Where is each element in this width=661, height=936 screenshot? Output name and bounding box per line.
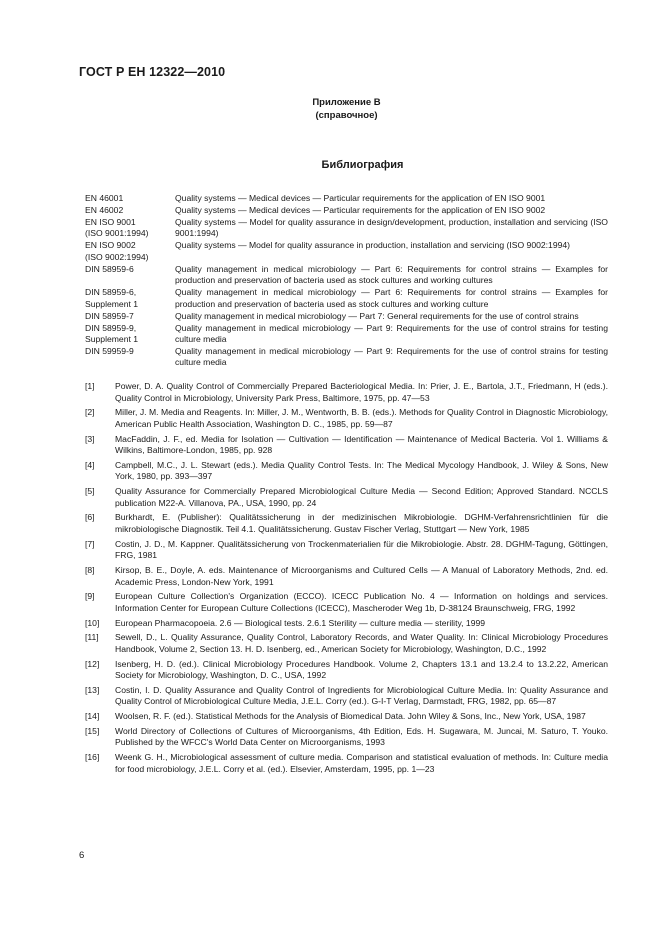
reference-text: Kirsop, B. E., Doyle, A. eds. Maintenance of Microorganisms and Cultured Cells — A Manual of Laboratory Methods, 2nd. ed. Academic Press, London-New York, 1991	[115, 564, 608, 587]
reference-text: Burkhardt, E. (Publisher): Qualitätssicherung in der medizinischen Mikrobiologie. DGHM-Verfahrensrichtlinien für die mikrobiologische Diagnostik. Teil 4.1. Qualitätssicherung. Gustav Fischer Verlag, Stuttgart — New York, 1985	[115, 512, 608, 534]
reference-text: Power, D. A. Quality Control of Commercially Prepared Bacteriological Media. In: Prier, J. E., Bartola, J.T., Friedmann, H (eds.). Quality Control in Microbiology, University Park Press, Baltimore, 1975, pp. 47—53	[115, 381, 608, 403]
appendix-subtitle: (справочное)	[315, 110, 378, 121]
reference-number: [4]	[85, 459, 95, 470]
reference-entry	[85, 407, 608, 430]
reference-entry	[85, 726, 608, 749]
standard-entry	[85, 205, 608, 216]
standard-entry	[85, 346, 608, 369]
standard-entry	[85, 311, 608, 322]
reference-entry	[85, 486, 608, 509]
reference-entry	[85, 539, 608, 562]
standard-entry	[85, 193, 608, 204]
standard-title: Quality systems — Model for quality assurance in production, installation and servicing (ISO 9002:1994)	[175, 240, 571, 251]
document-header: ГОСТ Р ЕН 12322—2010	[79, 65, 226, 79]
standard-code: EN ISO 9001 (ISO 9001:1994)	[85, 217, 149, 239]
standard-entry	[85, 240, 608, 263]
reference-number: [5]	[85, 486, 95, 497]
reference-text: Miller, J. M. Media and Reagents. In: Miller, J. M., Wentworth, B. B. (eds.). Methods for Quality Control in Diagnostic Microbiology, American Public Health Association, Washington D. C., 1985, pp. 59—87	[115, 407, 608, 429]
standard-title: Quality management in medical microbiology — Part 7: General requirements for the use of control strains	[175, 310, 579, 321]
reference-number: [1]	[85, 381, 95, 391]
reference-text: Woolsen, R. F. (ed.). Statistical Methods for the Analysis of Biomedical Data. John Wiley & Sons, Inc., New York, USA, 1987	[115, 711, 586, 722]
standard-title: Quality systems — Model for quality assurance in design/development, production, installation and servicing (ISO 9001:1994)	[175, 217, 608, 239]
standard-entry	[85, 217, 608, 240]
reference-entry	[85, 460, 608, 483]
reference-number: [7]	[85, 538, 95, 549]
reference-entry	[85, 711, 608, 723]
reference-text: Campbell, M.C., J. L. Stewart (eds.). Media Quality Control Tests. In: The Medical Mycology Handbook, J. Wiley & Sons, New York, 1980, pp. 393—397	[115, 459, 608, 482]
reference-number: [9]	[85, 591, 95, 602]
appendix-title: Приложение В	[312, 97, 381, 108]
standard-title: Quality systems — Medical devices — Particular requirements for the application of EN ISO 9001	[175, 193, 546, 203]
reference-entry	[85, 685, 608, 708]
standard-code: DIN 58959-7	[85, 310, 134, 321]
standard-entry	[85, 264, 608, 287]
standard-title: Quality management in medical microbiology — Part 6: Requirements for control strains — Examples for production and preservation of bacteria used as stock cultures and working culture	[175, 287, 608, 309]
standard-code: DIN 59959-9	[85, 346, 134, 357]
reference-entry	[85, 565, 608, 588]
reference-number: [3]	[85, 433, 95, 444]
reference-text: European Culture Collection's Organization (ECCO). ICECC Publication No. 4 — Information on holdings and services. Information Center for European Culture Collections (ICECC), Mascheroder Weg 1b, D-38124 Braunschweig, FRG, 1992	[115, 591, 608, 613]
standard-title: Quality management in medical microbiology — Part 9: Requirements for the use of control strains for testing culture media	[175, 322, 608, 345]
reference-entry	[85, 512, 608, 535]
standard-code: DIN 58959-6, Supplement 1	[85, 287, 139, 309]
standard-code: DIN 58959-9, Supplement 1	[85, 322, 139, 345]
standard-entry	[85, 287, 608, 310]
reference-text: European Pharmacopoeia. 2.6 — Biological tests. 2.6.1 Sterility — culture media — sterility, 1999	[115, 617, 486, 628]
reference-number: [16]	[85, 752, 100, 763]
standard-title: Quality management in medical microbiology — Part 6: Requirements for control strains — Examples for production and preservation of bacteria used as stock cultures and working cultures	[175, 263, 608, 286]
reference-number: [12]	[85, 658, 100, 669]
standard-code: EN 46002	[85, 205, 124, 215]
reference-number: [8]	[85, 564, 95, 575]
reference-entry	[85, 659, 608, 682]
bibliography-title: Библиография	[321, 159, 404, 171]
reference-text: Quality Assurance for Commercially Prepared Microbiological Culture Media — Second Edition; Approved Standard. NCCLS publication M22-A. Villanova, PA., USA, 1990, pp. 24	[115, 486, 608, 508]
reference-entry	[85, 618, 608, 630]
reference-entry	[85, 591, 608, 614]
reference-text: World Directory of Collections of Cultures of Microorganisms, 4th Edition, Eds. H. Sugawara, M. Juncai, M. Saturo, T. Youko. Published by the WFCC's World Data Center on Microorganisms, 1993	[115, 725, 608, 748]
reference-number: [13]	[85, 684, 100, 695]
reference-text: MacFaddin, J. F., ed. Media for Isolation — Cultivation — Identification — Maintenance of Medical Bacteria. Vol 1. Williams & Wilkins, Baltimore-London, 1985, pp. 928	[115, 433, 608, 456]
reference-text: Costin, J. D., M. Kappner. Qualitätssicherung von Trockenmaterialien für die Mikrobiologie. Abstr. 28. DGHM-Tagung, Göttingen, FRG, 1981	[115, 538, 608, 561]
reference-number: [11]	[85, 632, 99, 643]
reference-text: Isenberg, H. D. (ed.). Clinical Microbiology Procedures Handbook. Volume 2, Chapters 13.1 and 13.2.4 to 13.2.22, American Society for Microbiology, Washington, D. C., USA, 1992	[115, 658, 608, 681]
standards-list	[85, 193, 608, 369]
page-number: 6	[79, 850, 85, 861]
reference-entry	[85, 434, 608, 457]
standard-title: Quality systems — Medical devices — Particular requirements for the application of EN ISO 9002	[175, 205, 546, 215]
reference-text: Costin, I. D. Quality Assurance and Quality Control of Ingredients for Microbiological Culture Media. In: Quality Assurance and Quality Control of Microbiological Culture Media, J.E.L. Corry (ed.). G-I-T Verlag, Darmstadt, FRG, 1982, pp. 65—87	[115, 684, 608, 707]
reference-text: Sewell, D., L. Quality Assurance, Quality Control, Laboratory Records, and Water Quality. In: Clinical Microbiology Procedures Handbook, Volume 2, Section 13. H. D. Isenberg, ed., American Society for Microbiology, Washington, D.C., 1992	[115, 632, 608, 654]
standard-code: EN ISO 9002 (ISO 9002:1994)	[85, 240, 149, 262]
reference-text: Weenk G. H., Microbiological assessment of culture media. Comparison and statistical evaluation of methods. In: Culture media for food microbiology, J.E.L. Corry et al. (ed.). Elsevier, Amsterdam, 1995, pp. 1—23	[115, 752, 608, 774]
references-list	[85, 381, 608, 778]
reference-number: [15]	[85, 725, 100, 736]
reference-entry	[85, 381, 608, 404]
appendix-heading	[0, 96, 661, 122]
standard-title: Quality management in medical microbiology — Part 9: Requirements for the use of control strains for testing culture media	[175, 346, 608, 368]
reference-number: [14]	[85, 711, 100, 722]
reference-entry	[85, 632, 608, 655]
standard-code: DIN 58959-6	[85, 263, 134, 274]
reference-number: [2]	[85, 407, 95, 418]
reference-entry	[85, 752, 608, 775]
reference-number: [6]	[85, 512, 95, 523]
standard-entry	[85, 323, 608, 346]
reference-number: [10]	[85, 617, 100, 628]
standard-code: EN 46001	[85, 193, 124, 203]
